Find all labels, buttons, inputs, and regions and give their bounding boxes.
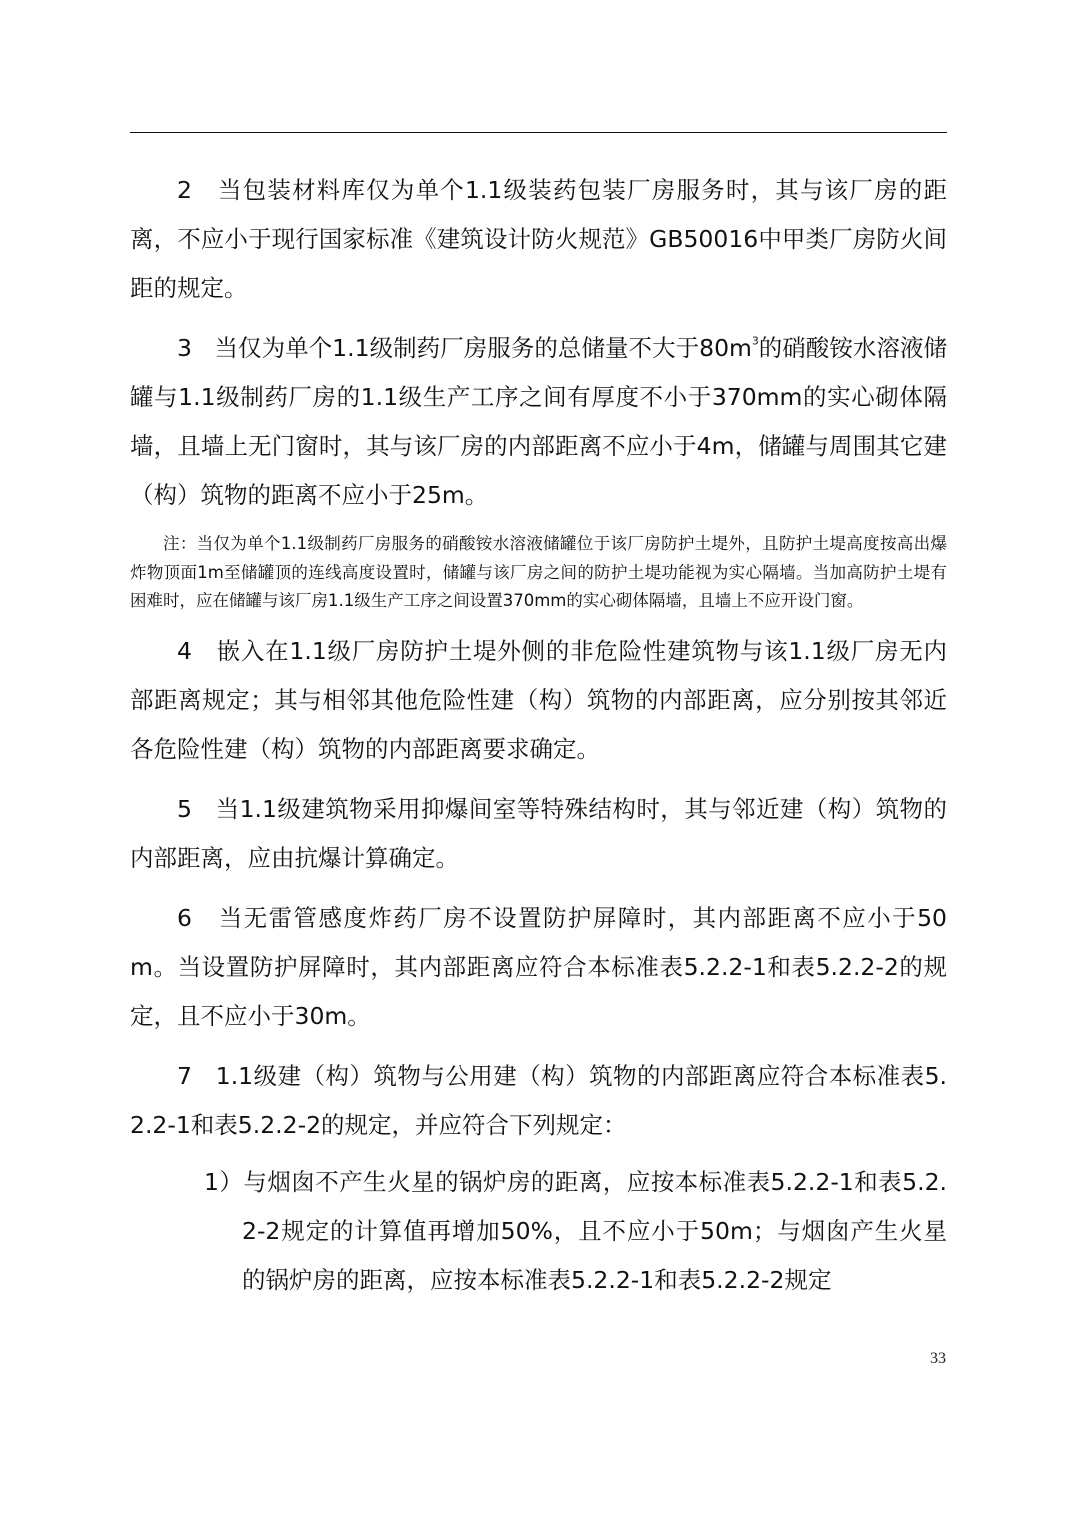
page-content: [130, 166, 947, 1305]
sub-item-text: 与烟囱不产生火星的锅炉房的距离，应按本标准表5.2.2-1和表5.2.2-2规定的计算值再增加50%，且不应小于50m；与烟囱产生火星的锅炉房的距离，应按本标准表5.2.2-1和表5.2.2-2规定: [242, 1167, 947, 1294]
clause-number: 7: [177, 1061, 192, 1090]
clause-3: [130, 324, 947, 520]
clause-6: [130, 894, 947, 1041]
header-rule: [130, 132, 947, 133]
cubic-superscript: 3: [751, 335, 759, 348]
clause-number: 6: [177, 903, 192, 932]
page-number: 33: [930, 1350, 946, 1367]
clause-number: 3: [177, 334, 192, 362]
note: 注：当仅为单个1.1级制药厂房服务的硝酸铵水溶液储罐位于该厂房防护土堤外，且防护土堤高度按高出爆炸物顶面1m至储罐顶的连线高度设置时，储罐与该厂房之间的防护土堤功能视为实心隔墙。当加高防护土堤有困难时，应在储罐与该厂房1.1级生产工序之间设置370mm的实心砌体隔墙，且墙上不应开设门窗。: [130, 534, 947, 610]
clause-7: [130, 1052, 947, 1150]
clause-text: 当无雷管感度炸药厂房不设置防护屏障时，其内部距离不应小于50m。当设置防护屏障时，其内部距离应符合本标准表5.2.2-1和表5.2.2-2的规定，且不应小于30m。: [130, 903, 947, 1030]
sub-item-marker: 1）: [204, 1167, 244, 1196]
clause-text: 嵌入在1.1级厂房防护土堤外侧的非危险性建筑物与该1.1级厂房无内部距离规定；其与相邻其他危险性建（构）筑物的内部距离，应分别按其邻近各危险性建（构）筑物的内部距离要求确定。: [130, 636, 947, 763]
clause-text: 当包装材料库仅为单个1.1级装药包装厂房服务时，其与该厂房的距离，不应小于现行国家标准《建筑设计防火规范》GB50016中甲类厂房防火间距的规定。: [130, 176, 947, 302]
clause-text: 当1.1级建筑物采用抑爆间室等特殊结构时，其与邻近建（构）筑物的内部距离，应由抗爆计算确定。: [130, 794, 947, 872]
clause-number: 5: [177, 794, 192, 823]
clause-text: 当仅为单个1.1级制药厂房服务的总储量不大于80m: [214, 334, 752, 362]
clause-text-continued: 的硝酸铵水溶液储罐与1.1级制药厂房的1.1级生产工序之间有厚度不小于370mm的实心砌体隔墙，且墙上无门窗时，其与该厂房的内部距离不应小于4m，储罐与周围其它建（构）筑物的距离不应小于25m。: [130, 334, 947, 509]
clause-number: 2: [177, 176, 192, 204]
sub-item-1: [130, 1158, 947, 1305]
clause-4: [130, 627, 947, 774]
clause-5: [130, 785, 947, 883]
clause-number: 4: [177, 636, 192, 665]
clause-2: [130, 166, 947, 313]
clause-text: 1.1级建（构）筑物与公用建（构）筑物的内部距离应符合本标准表5.2.2-1和表5.2.2-2的规定，并应符合下列规定：: [130, 1061, 947, 1139]
